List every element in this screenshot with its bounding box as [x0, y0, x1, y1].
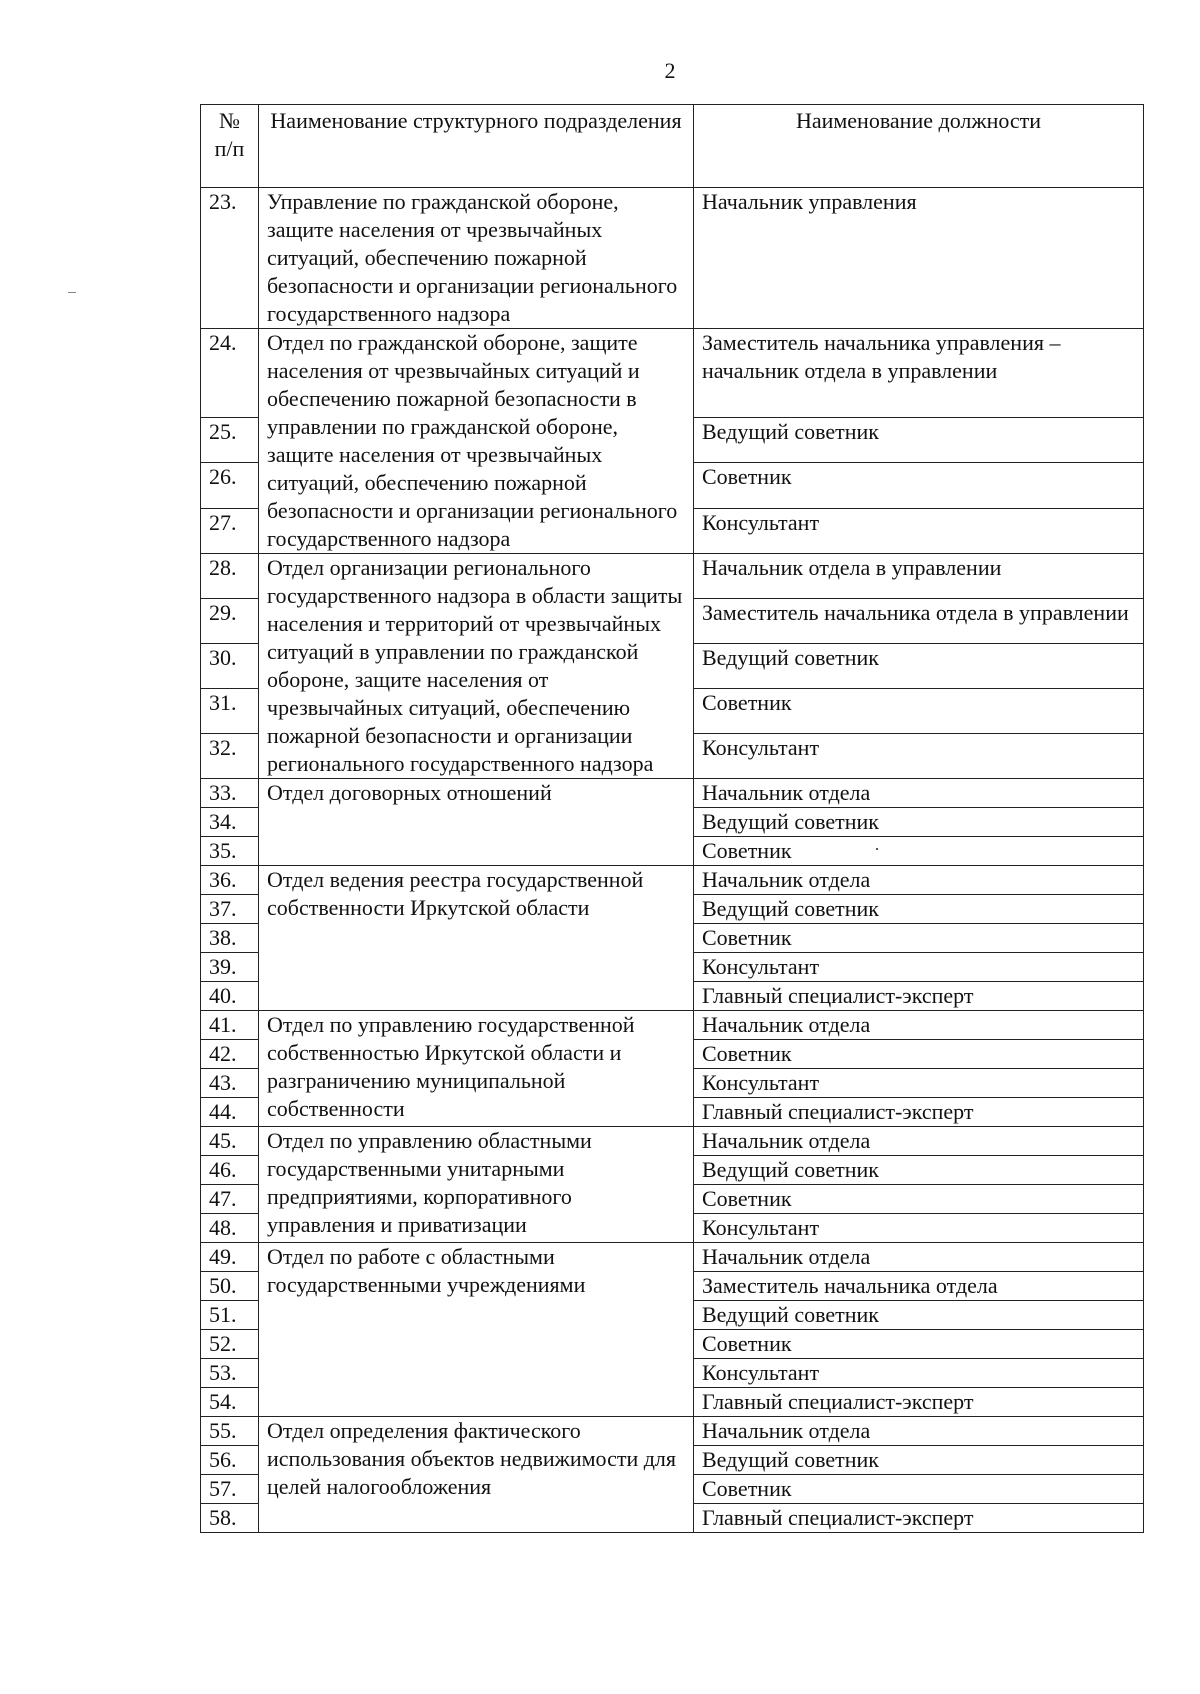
position-name: Главный специалист-эксперт [694, 1388, 1144, 1417]
position-name: Ведущий советник [694, 418, 1144, 463]
position-name: Советник [694, 1040, 1144, 1069]
position-name: Советник [694, 1475, 1144, 1504]
position-name: Советник [694, 924, 1144, 953]
unit-name: Отдел по работе с областными государственными учреждениями [259, 1243, 694, 1417]
row-number: 27. [201, 508, 259, 553]
position-name: Главный специалист-эксперт [694, 1098, 1144, 1127]
row-number: 49. [201, 1243, 259, 1272]
row-number: 41. [201, 1011, 259, 1040]
row-number: 45. [201, 1127, 259, 1156]
position-name: Заместитель начальника управления – начальник отдела в управлении [694, 329, 1144, 418]
table-row [201, 866, 1144, 895]
position-name: Советник [694, 689, 1144, 734]
position-name: Начальник отдела [694, 866, 1144, 895]
position-name: Консультант [694, 1069, 1144, 1098]
unit-name: Отдел по управлению государственной собственностью Иркутской области и разграничению муниципальной собственности [259, 1011, 694, 1127]
position-name: Ведущий советник [694, 644, 1144, 689]
position-name: Советник [694, 1185, 1144, 1214]
position-name: Ведущий советник [694, 1301, 1144, 1330]
position-name: Ведущий советник [694, 895, 1144, 924]
position-name: Советник [694, 837, 1144, 866]
row-number: 31. [201, 689, 259, 734]
row-number: 50. [201, 1272, 259, 1301]
row-number: 43. [201, 1069, 259, 1098]
row-number: 57. [201, 1475, 259, 1504]
table-row [201, 188, 1144, 329]
position-name: Консультант [694, 508, 1144, 553]
table-row [201, 329, 1144, 418]
row-number: 54. [201, 1388, 259, 1417]
row-number: 56. [201, 1446, 259, 1475]
table-row [201, 1011, 1144, 1040]
row-number: 39. [201, 953, 259, 982]
row-number: 52. [201, 1330, 259, 1359]
unit-name: Отдел договорных отношений [259, 779, 694, 866]
row-number: 28. [201, 554, 259, 599]
table-row [201, 779, 1144, 808]
position-name: Ведущий советник [694, 808, 1144, 837]
position-name: Главный специалист-эксперт [694, 982, 1144, 1011]
table-row [201, 1127, 1144, 1156]
row-number: 23. [201, 188, 259, 329]
table-row [201, 554, 1144, 599]
position-name: Начальник отдела [694, 1417, 1144, 1446]
position-name: Консультант [694, 953, 1144, 982]
position-name: Консультант [694, 1359, 1144, 1388]
row-number: 33. [201, 779, 259, 808]
row-number: 25. [201, 418, 259, 463]
row-number: 53. [201, 1359, 259, 1388]
position-name: Советник [694, 1330, 1144, 1359]
row-number: 58. [201, 1504, 259, 1533]
row-number: 34. [201, 808, 259, 837]
position-name: Ведущий советник [694, 1446, 1144, 1475]
row-number: 24. [201, 329, 259, 418]
row-number: 44. [201, 1098, 259, 1127]
position-name: Начальник управления [694, 188, 1144, 329]
staff-positions-table [200, 104, 1144, 1533]
row-number: 35. [201, 837, 259, 866]
unit-name: Управление по гражданской обороне, защите населения от чрезвычайных ситуаций, обеспечению пожарной безопасности и организации регионального государственного надзора [259, 188, 694, 329]
unit-name: Отдел определения фактического использования объектов недвижимости для целей налогообложения [259, 1417, 694, 1533]
page-number: 2 [664, 58, 676, 83]
row-number: 32. [201, 734, 259, 779]
position-name: Начальник отдела [694, 1243, 1144, 1272]
row-number: 38. [201, 924, 259, 953]
row-number: 48. [201, 1214, 259, 1243]
header-unit: Наименование структурного подразделения [259, 105, 694, 188]
row-number: 42. [201, 1040, 259, 1069]
row-number: 55. [201, 1417, 259, 1446]
position-name: Заместитель начальника отдела в управлении [694, 599, 1144, 644]
row-number: 46. [201, 1156, 259, 1185]
unit-name: Отдел по управлению областными государственными унитарными предприятиями, корпоративного управления и приватизации [259, 1127, 694, 1243]
row-number: 40. [201, 982, 259, 1011]
row-number: 29. [201, 599, 259, 644]
position-name: Заместитель начальника отдела [694, 1272, 1144, 1301]
row-number: 30. [201, 644, 259, 689]
position-name: Консультант [694, 1214, 1144, 1243]
position-name: Консультант [694, 734, 1144, 779]
position-name: Советник [694, 463, 1144, 508]
scan-mark [68, 292, 76, 293]
header-position: Наименование должности [694, 105, 1144, 188]
row-number: 51. [201, 1301, 259, 1330]
unit-name: Отдел по гражданской обороне, защите населения от чрезвычайных ситуаций и обеспечению пожарной безопасности в управлении по гражданской обороне, защите населения от чрезвычайных ситуаций, обеспечению пожарной безопасности и организации регионального государственного надзора [259, 329, 694, 554]
position-name: Начальник отдела [694, 779, 1144, 808]
row-number: 47. [201, 1185, 259, 1214]
table-body [201, 188, 1144, 1533]
position-name: Ведущий советник [694, 1156, 1144, 1185]
position-name: Начальник отдела в управлении [694, 554, 1144, 599]
header-number: № п/п [201, 105, 259, 188]
row-number: 26. [201, 463, 259, 508]
position-name: Начальник отдела [694, 1011, 1144, 1040]
unit-name: Отдел организации регионального государственного надзора в области защиты населения и территорий от чрезвычайных ситуаций в управлении по гражданской обороне, защите населения от чрезвычайных ситуаций, обеспечению пожарной безопасности и организации регионального государственного надзора [259, 554, 694, 779]
unit-name: Отдел ведения реестра государственной собственности Иркутской области [259, 866, 694, 1011]
table-row [201, 1243, 1144, 1272]
table-row [201, 1417, 1144, 1446]
row-number: 36. [201, 866, 259, 895]
position-name: Главный специалист-эксперт [694, 1504, 1144, 1533]
row-number: 37. [201, 895, 259, 924]
position-name: Начальник отдела [694, 1127, 1144, 1156]
